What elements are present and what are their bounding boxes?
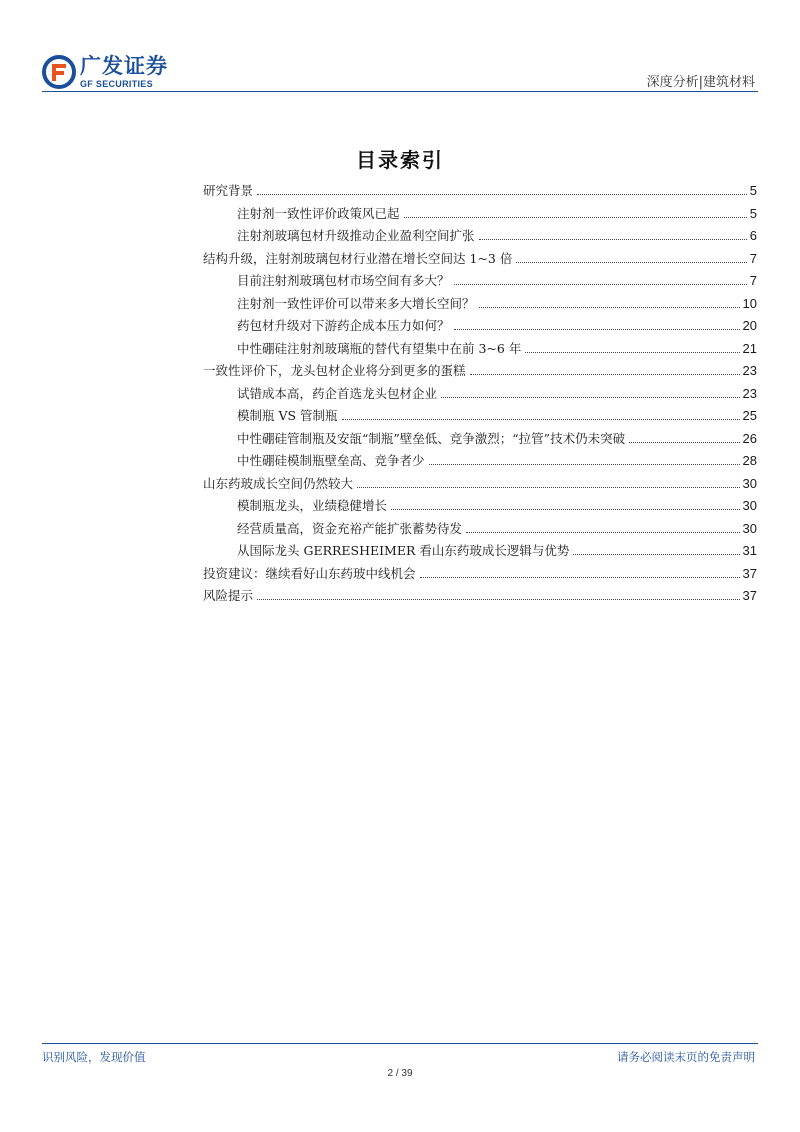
header-divider	[42, 91, 758, 92]
toc-entry[interactable]	[203, 474, 757, 497]
toc-leader-dots	[573, 554, 739, 555]
toc-entry[interactable]	[203, 226, 757, 249]
toc-entry-label: 风险提示	[203, 588, 254, 603]
toc-entry-label: 研究背景	[203, 183, 254, 198]
toc-entry-label: 药包材升级对下游药企成本压力如何？	[237, 318, 450, 333]
toc-entry-page: 23	[742, 363, 757, 378]
toc-entry[interactable]	[203, 294, 757, 317]
toc-entry[interactable]	[203, 361, 757, 384]
logo-chinese-name: 广发证券	[80, 53, 168, 78]
page-number: 2 / 39	[387, 1068, 413, 1079]
toc-entry[interactable]	[203, 249, 757, 272]
toc-entry-page: 26	[742, 430, 757, 446]
toc-entry[interactable]	[203, 564, 757, 587]
toc-leader-dots	[257, 599, 740, 600]
toc-entry-label: 投资建议：继续看好山东药玻中线机会	[203, 565, 416, 581]
toc-entry-label: 中性硼硅管制瓶及安瓿“制瓶”壁垒低、竞争激烈；“拉管”技术仍未突破	[237, 430, 626, 446]
toc-leader-dots	[342, 419, 740, 420]
toc-entry[interactable]	[203, 519, 757, 542]
company-logo	[42, 55, 168, 89]
toc-entry-page: 7	[749, 273, 757, 288]
toc-entry[interactable]	[203, 406, 757, 429]
toc-entry[interactable]	[203, 496, 757, 519]
toc-entry-page: 30	[742, 520, 757, 536]
toc-entry-page: 5	[749, 183, 757, 198]
toc-leader-dots	[441, 397, 740, 398]
footer-slogan: 识别风险，发现价值	[42, 1050, 146, 1064]
toc-entry[interactable]	[203, 586, 757, 609]
toc-leader-dots	[479, 307, 740, 308]
toc-leader-dots	[629, 442, 739, 443]
toc-entry-label: 中性硼硅模制瓶壁垒高、竞争者少	[237, 453, 425, 468]
toc-entry[interactable]	[203, 384, 757, 407]
report-category: 深度分析|建筑材料	[646, 75, 755, 90]
toc-entry[interactable]	[203, 541, 757, 564]
toc-leader-dots	[525, 352, 739, 353]
toc-entry-page: 23	[742, 385, 757, 401]
gf-logo-icon	[42, 55, 76, 89]
toc-entry[interactable]	[203, 429, 757, 452]
toc-entry-label: 山东药玻成长空间仍然较大	[203, 475, 354, 491]
toc-entry-label: 从国际龙头 GERRESHEIMER 看山东药玻成长逻辑与优势	[237, 543, 570, 558]
toc-entry[interactable]	[203, 181, 757, 204]
toc-entry-label: 注射剂一致性评价政策风已起	[237, 205, 400, 221]
toc-entry-label: 试错成本高，药企首选龙头包材企业	[237, 385, 438, 401]
toc-entry[interactable]	[203, 316, 757, 339]
toc-leader-dots	[429, 464, 740, 465]
toc-leader-dots	[454, 284, 747, 285]
toc-entry-label: 注射剂玻璃包材升级推动企业盈利空间扩张	[237, 228, 475, 243]
toc-entry-label: 模制瓶龙头，业绩稳健增长	[237, 498, 388, 513]
toc-entry[interactable]	[203, 451, 757, 474]
toc-leader-dots	[420, 577, 740, 578]
toc-leader-dots	[466, 532, 740, 533]
toc-entry-page: 6	[749, 228, 757, 243]
toc-entry-page: 21	[742, 340, 757, 356]
toc-entry[interactable]	[203, 204, 757, 227]
toc-entry-page: 31	[742, 543, 757, 558]
toc-leader-dots	[470, 374, 740, 375]
toc-entry-label: 模制瓶 VS 管制瓶	[237, 408, 338, 423]
toc-entry[interactable]	[203, 271, 757, 294]
toc-entry-page: 30	[742, 498, 757, 513]
toc-entry-page: 25	[742, 408, 757, 423]
toc-entry-label: 一致性评价下，龙头包材企业将分到更多的蛋糕	[203, 363, 466, 378]
toc-entry-label: 注射剂一致性评价可以带来多大增长空间？	[237, 295, 475, 311]
toc-leader-dots	[454, 329, 740, 330]
toc-entry-label: 中性硼硅注射剂玻璃瓶的替代有望集中在前 3~6 年	[237, 340, 522, 356]
toc-entry-page: 20	[742, 318, 757, 333]
toc-title: 目录索引	[356, 148, 444, 172]
toc-entry-page: 37	[742, 588, 757, 603]
toc-entry-page: 37	[742, 565, 757, 581]
toc-entry[interactable]	[203, 339, 757, 362]
toc-entry-page: 10	[742, 295, 757, 311]
toc-entry-label: 结构升级，注射剂玻璃包材行业潜在增长空间达 1~3 倍	[203, 250, 513, 266]
toc-leader-dots	[479, 239, 747, 240]
table-of-contents	[203, 181, 757, 609]
toc-leader-dots	[391, 509, 740, 510]
footer-disclaimer: 请务必阅读末页的免责声明	[617, 1050, 755, 1064]
toc-entry-page: 5	[749, 205, 757, 221]
toc-entry-page: 30	[742, 475, 757, 491]
toc-entry-page: 28	[742, 453, 757, 468]
toc-leader-dots	[516, 262, 746, 263]
toc-leader-dots	[404, 217, 747, 218]
toc-entry-label: 目前注射剂玻璃包材市场空间有多大？	[237, 273, 450, 288]
logo-english-name: GF SECURITIES	[80, 78, 153, 89]
toc-entry-label: 经营质量高，资金充裕产能扩张蓄势待发	[237, 520, 463, 536]
toc-leader-dots	[257, 194, 747, 195]
toc-leader-dots	[357, 487, 740, 488]
toc-entry-page: 7	[749, 250, 757, 266]
footer-divider	[42, 1043, 758, 1044]
